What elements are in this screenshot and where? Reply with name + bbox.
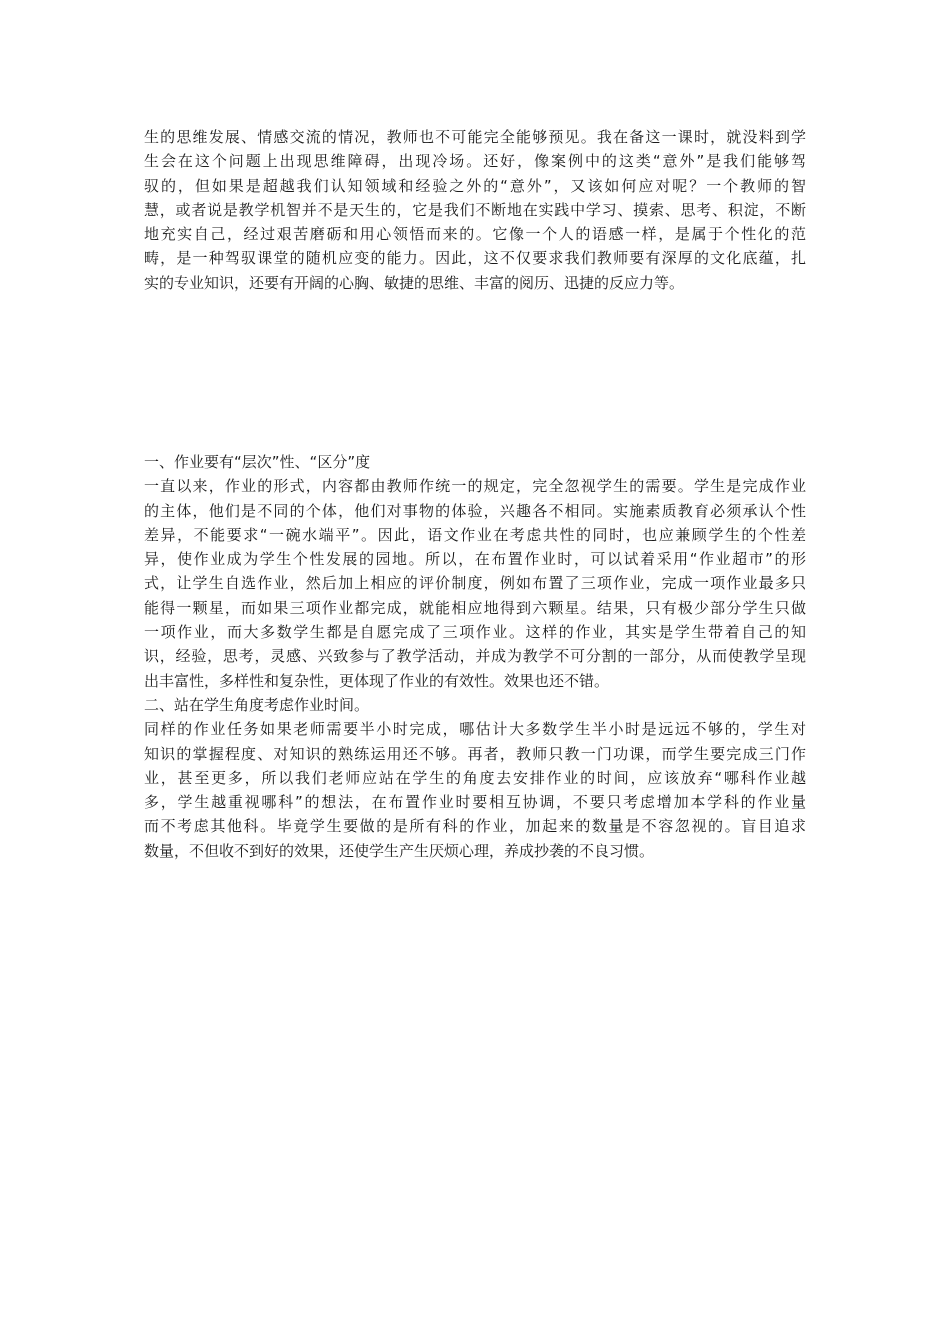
paragraph-line: 畴，是一种驾驭课堂的随机应变的能力。因此，这不仅要求我们教师要有深厚的文化底蕴，扎 <box>144 249 806 268</box>
paragraph-line: 同样的作业任务如果老师需要半小时完成，哪估计大多数学生半小时是远远不够的，学生对 <box>144 720 806 739</box>
paragraph-line: 能得一颗星，而如果三项作业都完成，就能相应地得到六颗星。结果，只有极少部分学生只做 <box>144 598 806 617</box>
top-paragraph <box>144 125 806 295</box>
homework-sections <box>144 450 806 863</box>
paragraph-line: 异，使作业成为学生个性发展的园地。所以，在布置作业时，可以试着采用“作业超市”的形 <box>144 550 806 569</box>
paragraph-line: 慧，或者说是教学机智并不是天生的，它是我们不断地在实践中学习、摸索、思考、积淀，不断 <box>144 200 806 219</box>
paragraph-line: 业，甚至更多，所以我们老师应站在学生的角度去安排作业的时间，应该放弃“哪科作业越 <box>144 768 806 787</box>
paragraph-line: 出丰富性，多样性和复杂性，更体现了作业的有效性。效果也还不错。 <box>144 671 610 690</box>
paragraph-line: 一项作业，而大多数学生都是自愿完成了三项作业。这样的作业，其实是学生带着自己的知 <box>144 623 806 642</box>
paragraph-line: 的主体，他们是不同的个体，他们对事物的体验，兴趣各不相同。实施素质教育必须承认个性 <box>144 501 806 520</box>
paragraph-line: 生会在这个问题上出现思维障碍，出现冷场。还好，像案例中的这类“意外”是我们能够驾 <box>144 152 806 171</box>
paragraph-line: 识，经验，思考，灵感、兴致参与了教学活动，并成为教学不可分割的一部分，从而使教学呈现 <box>144 647 806 666</box>
paragraph-line: 式，让学生自选作业，然后加上相应的评价制度，例如布置了三项作业，完成一项作业最多只 <box>144 574 806 593</box>
paragraph-line: 实的专业知识，还要有开阔的心胸、敏捷的思维、丰富的阅历、迅捷的反应力等。 <box>144 273 685 292</box>
paragraph-line: 多，学生越重视哪科”的想法，在布置作业时要相互协调，不要只考虑增加本学科的作业量 <box>144 793 806 812</box>
paragraph-line: 知识的掌握程度、对知识的熟练运用还不够。再者，教师只教一门功课，而学生要完成三门作 <box>144 744 806 763</box>
paragraph-line: 生的思维发展、情感交流的情况，教师也不可能完全能够预见。我在备这一课时，就没料到学 <box>144 128 806 146</box>
paragraph-line: 数量，不但收不到好的效果，还使学生产生厌烦心理，养成抄袭的不良习惯。 <box>144 841 655 860</box>
paragraph-line: 而不考虑其他科。毕竟学生要做的是所有科的作业，加起来的数量是不容忽视的。盲目追求 <box>144 817 806 836</box>
section-two-heading: 二、站在学生角度考虑作业时间。 <box>144 695 370 714</box>
paragraph-line: 差异，不能要求“一碗水端平”。因此，语文作业在考虑共性的同时，也应兼顾学生的个性差 <box>144 525 806 544</box>
paragraph-line: 驭的，但如果是超越我们认知领域和经验之外的“意外”，又该如何应对呢？一个教师的智 <box>144 176 806 195</box>
paragraph-line: 一直以来，作业的形式，内容都由教师作统一的规定，完全忽视学生的需要。学生是完成作业 <box>144 477 806 496</box>
paragraph-line: 地充实自己，经过艰苦磨砺和用心领悟而来的。它像一个人的语感一样，是属于个性化的范 <box>144 225 806 244</box>
section-one-heading: 一、作业要有“层次”性、“区分”度 <box>144 453 371 471</box>
